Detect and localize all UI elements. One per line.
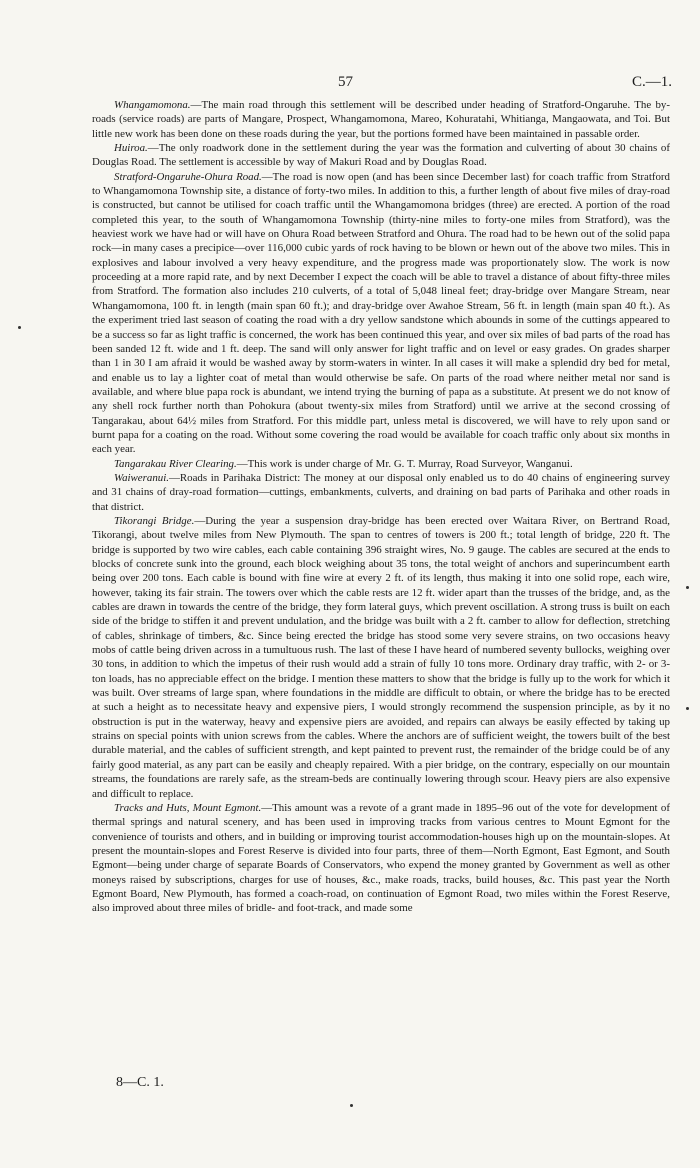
margin-dot — [686, 586, 689, 589]
paragraph-text: —Roads in Parihaka District: The money at our disposal only enabled us to do 40 chains of engineering survey and 31 chains of dray-road formation—cuttings, embankments, culverts, and draining on bad parts of Parihaka and other roads in that district. — [92, 471, 670, 513]
body-text — [92, 98, 670, 916]
page-number: 57 — [338, 74, 353, 90]
paragraph-heading: Whangamomona. — [114, 99, 191, 111]
paragraph-heading: Tikorangi Bridge. — [114, 514, 195, 527]
paragraph-heading: Waiweranui. — [114, 471, 169, 484]
paragraph-text: —The main road through this settlement will be described under heading of Stratford-Ongaruhe. The by-roads (service roads) are parts of Mangare, Prospect, Whangamomona, Mareo, Kohuratahi, Whitianga, Mangaowata, and Toi. But little new work has been done on these roads during the year, but the portions formed have been maintained in passable order. — [92, 99, 670, 140]
paragraph-tracks-and-huts — [92, 801, 670, 916]
paragraph-tangarakau-river-clearing — [92, 457, 670, 471]
paragraph-heading: Stratford-Ongaruhe-Ohura Road. — [114, 170, 262, 183]
paragraph-text: —During the year a suspension dray-bridge has been erected over Waitara River, on Bertrand Road, Tikorangi, about twelve miles from New Plymouth. The span to centres of towers is 200 ft.; total length of bridge, 220 ft. The bridge is supported by two wire cables, each cable containing 396 straight wires, No. 9 gauge. The cables are secured at the ends to blocks of concrete sunk into the ground, each block weighing about 35 tons, the total weight of anchors and superincumbent earth being over 200 tons. Each cable is bound with fine wire at every 2 ft. of its length, thus making it into one solid rope, each wire, however, taking its fair strain. The towers over which the cable rests are 12 ft. wider apart than the trusses of the bridge, and, as the cables are drawn in towards the centre of the bridge, they form lateral guys, which prevent oscillation. A strong truss is built on each side of the bridge to stiffen it and prevent undulation, and the bridge was built with a 2 ft. camber to allow for deflection, stretching of cables, shrinkage of timbers, &c. Since being erected the bridge has stood some very severe strains, on two occasions heavy mobs of cattle being driven across in a tumultuous rush. The last of these I have heard of numbered seventy bullocks, weighing over 30 tons, in addition to which the impetus of their rush would add a strain of fully 10 tons more. Ordinary dray traffic, with 2- or 3-ton loads, has no appreciable effect on the bridge. I mention these matters to show that the bridge is fully up to the work for which it was built. Over streams of large span, where foundations in the middle are difficult to obtain, or where the bridge has to be erected at such a height as to necessitate heavy and expensive piers, I would strongly recommend the suspension principle, as by it no obstruction is put in the waterway, heavy and expensive piers are avoided, and repairs can always be easily effected by taking up strains on special points with union screws from the cables. Where the anchors are of sufficient weight, the towers built of the best durable material, and the cables of sufficient strength, and kept painted to prevent rust, the remainder of the bridge could be of any fairly good material, as any part can be easily and cheaply repaired. With a pier bridge, on the contrary, especially on our mountain streams, the foundations are rarely safe, as the stream-beds are continually lowering through scour. Heavy piers are also expensive and difficult to replace. — [92, 514, 670, 800]
paragraph-heading: Tracks and Huts, Mount Egmont. — [114, 801, 262, 814]
paragraph-text: —The only roadwork done in the settlement during the year was the formation and culverting of about 30 chains of Douglas Road. The settlement is accessible by way of Makuri Road and by Douglas Road. — [92, 142, 670, 169]
paragraph-text: —This amount was a revote of a grant made in 1895–96 out of the vote for development of thermal springs and natural scenery, and has been used in improving tracks from various centres to Mount Egmont for the convenience of tourists and others, and in building or improving tourist accommodation-houses high up on the mountain-slopes. At present the mountain-slopes and Forest Reserve is divided into four parts, three of them—North Egmont, East Egmont, and South Egmont—being under charge of separate Boards of Conservators, who expend the money granted by Government as well as other moneys raised by subscriptions, charges for use of houses, &c., make roads, tracks, build houses, &c. This past year the North Egmont Board, New Plymouth, has formed a coach-road, on continuation of Egmont Road, two miles within the Forest Reserve, also improved about three miles of bridle- and foot-track, and made some — [92, 801, 670, 915]
paragraph-stratford-ongaruhe-ohura-road — [92, 170, 670, 457]
paragraph-whangamomona — [92, 98, 670, 141]
paragraph-tikorangi-bridge — [92, 514, 670, 801]
paragraph-text: —This work is under charge of Mr. G. T. Murray, Road Surveyor, Wanganui. — [236, 457, 573, 470]
paragraph-heading: Tangarakau River Clearing. — [114, 457, 237, 470]
signature-reference: 8—C. 1. — [116, 1075, 164, 1090]
margin-dot — [686, 707, 689, 710]
paragraph-huiroa — [92, 141, 670, 170]
margin-dot — [350, 1104, 353, 1107]
document-reference: C.—1. — [631, 74, 672, 90]
paragraph-text: —The road is now open (and has been since December last) for coach traffic from Stratford to Whangamomona Township site, a distance of forty-two miles. In addition to this, a further length of about five miles of dray-road is constructed, but cannot be utilised for coach traffic until the Whangamomona bridges (three) are erected. A portion of the road completed this year, to the south of Whangamomona Township (thirty-nine miles to forty-one miles from Stratford), was the heaviest work we have had or will have on Ohura Road between Stratford and Ohura. The road had to be hewn out of the solid papa rock—in many cases a precipice—over 116,000 cubic yards of rock having to be blown or hewn out of the above two miles. This in explosives and labour involved a very heavy expenditure, and the progress made was proportionately slow. The work is now proceeding at a more rapid rate, and by next December I expect the coach will be able to travel a distance of about fifty-three miles from Stratford. The formation also includes 210 culverts, of a total of 5,048 lineal feet; dray-bridge over Mangare Stream, near Whangamomona, 100 ft. in length (main span 60 ft.); and dray-bridge over Awahoe Stream, 56 ft. in length (main span 40 ft.). As the experiment tried last season of coating the road with a dry yellow sandstone which abounds in some of the cuttings appeared to be a success so far as light traffic is concerned, the work has been continued this year, and over six miles of bad parts of the road has been sanded 12 ft. wide and 1 ft. deep. The sand will only answer for light traffic and on level or easy grades. On grades sharper than 1 in 30 I am afraid it would be washed away by storm-waters in winter. In all cases it will make a splendid dry bed for metal, and enable us to lay a lighter coat of metal than would otherwise be safe. On parts of the road where neither metal nor sand is available, and where blue papa rock is abundant, we intend trying the burning of papa as a substitute. At present we do not know of any shell rock further north than Pohokura (about twenty-six miles from Stratford) until we arrive at the second crossing of Tangarakau, about 64½ miles from Stratford. For this middle part, unless metal is discovered, we will have to rely upon sand or burnt papa for a coating on the road. Without some covering the road would be available for coach traffic only about six months in each year. — [92, 170, 670, 456]
paragraph-waiweranui — [92, 471, 670, 514]
margin-dot — [18, 326, 21, 329]
paragraph-heading: Huiroa. — [114, 142, 148, 155]
